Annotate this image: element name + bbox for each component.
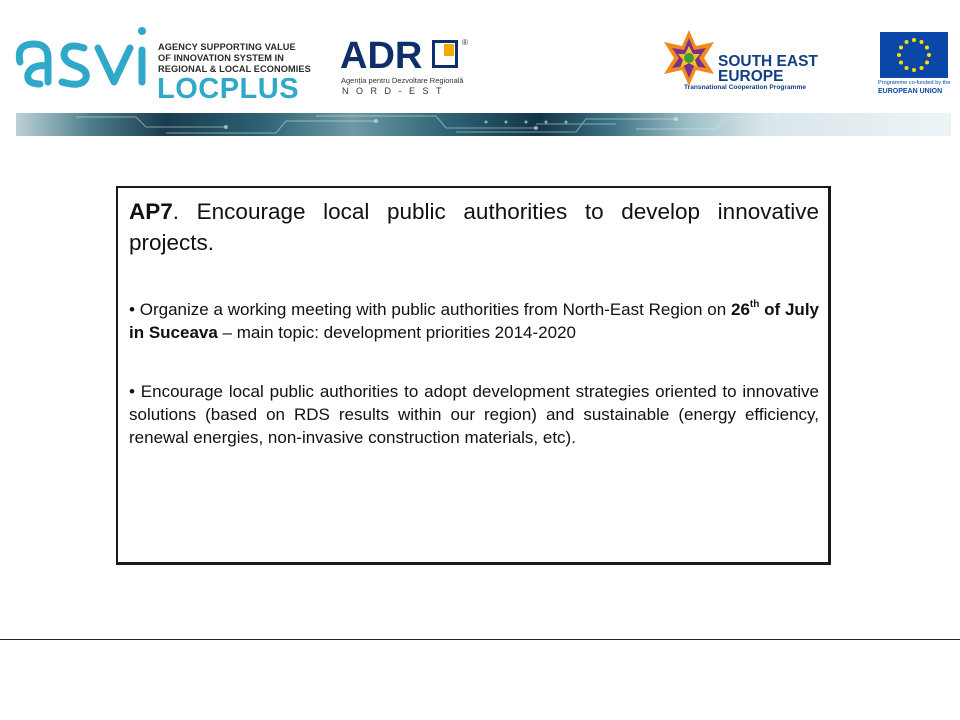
bullet-item-development-strategies: • Encourage local public authorities to adopt development strategies oriented to innovative solutions (based on RDS results within our region) and sustainable (energy efficiency, renewal energies, non-invasive construction materials, etc). — [129, 382, 819, 447]
action-code: AP7 — [129, 199, 173, 224]
bullet-item-working-meeting: • Organize a working meeting with public authorities from North-East Region on 26th of July in Suceava – main topic: development priorities 2014-2020 — [129, 299, 819, 342]
eu-name-text: EUROPEAN UNION — [878, 88, 943, 95]
see-logo-title: SOUTH EAST EUROPE — [718, 53, 818, 85]
adr-nord-est-logo — [338, 36, 478, 102]
action-heading — [129, 196, 819, 258]
adr-square-icon — [432, 40, 458, 68]
european-union-logo — [878, 32, 952, 98]
locplus-brand: LOCPLUS — [157, 73, 300, 105]
adr-logo-region: NORD-EST — [342, 86, 449, 96]
bullet-marker: • — [129, 300, 135, 319]
circuit-pattern-icon — [16, 113, 951, 136]
adr-logo-subtitle: Agenția pentru Dezvoltare Regională — [341, 76, 464, 85]
see-logo-subtitle: Transnational Cooperation Programme — [684, 84, 807, 91]
eu-flag-icon — [880, 32, 948, 78]
circuit-banner — [16, 113, 951, 136]
asv-logo-text: AGENCY SUPPORTING VALUE OF INNOVATION SYSTEM IN REGIONAL & LOCAL ECONOMIES — [158, 42, 311, 74]
see-star-icon — [660, 28, 718, 88]
south-east-europe-logo — [660, 28, 830, 98]
meeting-date: 26th of July in Suceava — [129, 299, 819, 342]
footer-divider — [0, 639, 960, 640]
action-title: . Encourage local public authorities to develop innovative projects. — [129, 199, 819, 255]
registered-mark: ® — [462, 38, 468, 47]
asv-logo-mark-icon — [14, 22, 154, 98]
adr-logo-word: ADR — [340, 35, 423, 77]
action-plan-box — [116, 186, 831, 565]
asv-locplus-logo — [14, 22, 311, 105]
bullet-marker: • — [129, 382, 135, 401]
eu-cofunded-text: Programme co-funded by the — [878, 80, 951, 86]
